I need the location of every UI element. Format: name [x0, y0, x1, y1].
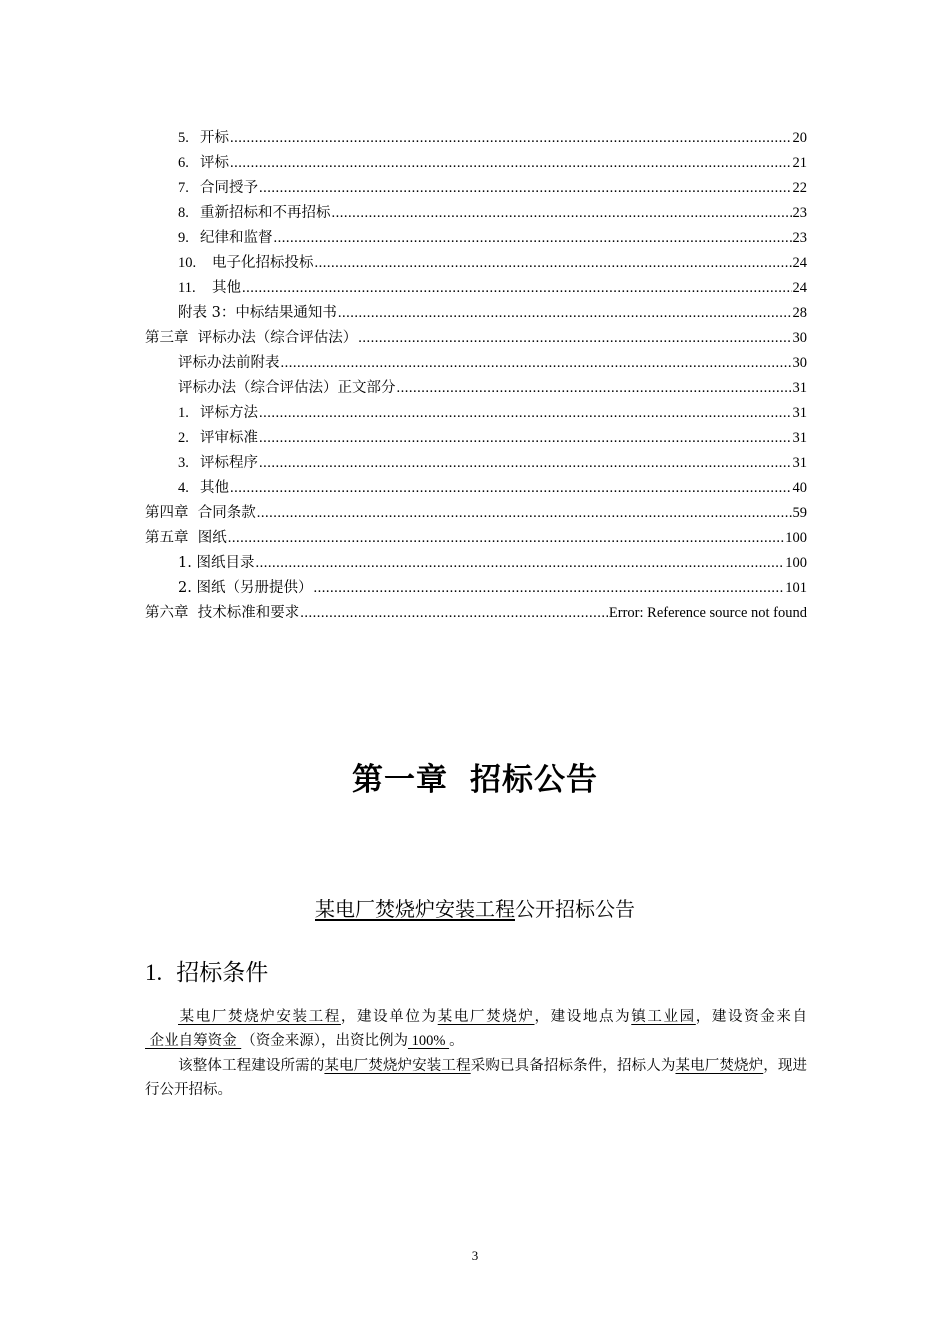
toc-dot-leader: [257, 501, 792, 526]
toc-page-number: 21: [792, 155, 807, 171]
toc-dot-leader: [230, 151, 792, 176]
toc-page-number: 24: [792, 255, 807, 271]
section-number: 1.: [145, 960, 163, 985]
toc-entry[interactable]: [145, 301, 807, 326]
toc-entry-number: 4.: [178, 480, 189, 496]
toc-dot-leader: [259, 451, 792, 476]
toc-entry[interactable]: [145, 401, 807, 426]
toc-entry[interactable]: [145, 126, 807, 151]
toc-dot-leader: [242, 276, 792, 301]
paragraph-text: 采购已具备招标条件，招标人为: [470, 1058, 676, 1074]
toc-page-number: 100: [785, 555, 807, 571]
toc-dot-leader: [255, 551, 784, 576]
toc-page-number: 59: [792, 505, 807, 521]
toc-entry-label: 评标方法: [200, 405, 258, 421]
toc-dot-leader: [397, 376, 792, 401]
toc-dot-leader: [300, 601, 608, 626]
paragraph-text: ，建设地点为: [534, 1009, 632, 1025]
toc-dot-leader: [338, 301, 792, 326]
toc-entry-label: 评标程序: [200, 455, 258, 471]
toc-entry-label: 附表 3：中标结果通知书: [178, 305, 337, 321]
paragraph-bidding-conditions: [145, 1005, 807, 1053]
toc-entry[interactable]: [145, 201, 807, 226]
toc-dot-leader: [281, 351, 792, 376]
toc-entry[interactable]: [145, 351, 807, 376]
toc-entry-number: 6.: [178, 155, 189, 171]
toc-dot-leader: [315, 251, 792, 276]
toc-page-number: Error: Reference source not found: [608, 605, 807, 621]
chapter-number: 第一章: [352, 762, 448, 798]
toc-entry[interactable]: [145, 326, 807, 351]
toc-entry-number: 7.: [178, 180, 189, 196]
notice-title: [0, 893, 950, 922]
location-field: 镇工业园: [631, 1009, 696, 1025]
toc-page-number: 20: [792, 130, 807, 146]
toc-entry-number: 3.: [178, 455, 189, 471]
chapter-name: 招标公告: [470, 762, 598, 798]
toc-page-number: 30: [792, 355, 807, 371]
toc-entry-label: 1. 图纸目录: [178, 555, 255, 571]
builder-name-field: 某电厂焚烧炉: [437, 1009, 535, 1025]
toc-page-number: 23: [792, 230, 807, 246]
paragraph-text: （资金来源），出资比例为: [241, 1033, 408, 1049]
toc-page-number: 100: [785, 530, 807, 546]
toc-entry-label: 合同授予: [200, 180, 258, 196]
toc-entry-label: 重新招标和不再招标: [200, 205, 331, 221]
toc-entry[interactable]: [145, 276, 807, 301]
toc-page-number: 101: [785, 580, 807, 596]
toc-page-number: 24: [792, 280, 807, 296]
toc-entry-label: 评标办法（综合评估法）正文部分: [178, 380, 396, 396]
toc-entry[interactable]: [145, 501, 807, 526]
section-heading: [145, 954, 268, 987]
toc-dot-leader: [313, 576, 784, 601]
toc-entry-label: 其他: [212, 280, 241, 296]
toc-page-number: 22: [792, 180, 807, 196]
toc-entry-label: 开标: [200, 130, 229, 146]
toc-entry[interactable]: [145, 551, 807, 576]
toc-entry-label: 评标: [200, 155, 229, 171]
notice-title-suffix: 公开招标公告: [515, 897, 635, 921]
toc-entry[interactable]: [145, 426, 807, 451]
toc-page-number: 30: [792, 330, 807, 346]
toc-entry-label: 评标办法前附表: [178, 355, 280, 371]
toc-entry-number: 8.: [178, 205, 189, 221]
toc-entry-number: 9.: [178, 230, 189, 246]
paragraph-text: ，建设单位为: [340, 1009, 438, 1025]
table-of-contents: [145, 126, 807, 626]
toc-page-number: 31: [792, 455, 807, 471]
toc-dot-leader: [259, 426, 792, 451]
toc-entry[interactable]: [145, 251, 807, 276]
page-number: 3: [471, 1248, 479, 1263]
toc-page-number: 31: [792, 380, 807, 396]
project-name-field: 某电厂焚烧炉安装工程: [178, 1009, 341, 1025]
toc-entry-label: 其他: [200, 480, 229, 496]
toc-entry-number: 11.: [178, 280, 196, 296]
toc-dot-leader: [228, 526, 785, 551]
paragraph-text: ，现进行公开招标。: [145, 1058, 808, 1098]
toc-entry[interactable]: [145, 176, 807, 201]
toc-entry[interactable]: [145, 526, 807, 551]
project-name-field: 某电厂焚烧炉安装工程: [324, 1058, 471, 1074]
toc-page-number: 31: [792, 405, 807, 421]
funding-source-field: 企业自筹资金: [145, 1033, 242, 1049]
toc-entry-number: 10.: [178, 255, 197, 271]
toc-page-number: 31: [792, 430, 807, 446]
toc-entry[interactable]: [145, 376, 807, 401]
toc-entry-label: 第六章 技术标准和要求: [145, 605, 300, 621]
toc-page-number: 28: [792, 305, 807, 321]
toc-dot-leader: [274, 226, 792, 251]
toc-entry-label: 第四章 合同条款: [145, 505, 256, 521]
toc-entry-number: 2.: [178, 430, 189, 446]
toc-entry-label: 第三章 评标办法（综合评估法）: [145, 330, 358, 346]
paragraph-text: 。: [449, 1033, 464, 1049]
toc-entry[interactable]: [145, 151, 807, 176]
toc-page-number: 40: [792, 480, 807, 496]
funding-ratio-field: 100%: [407, 1033, 450, 1049]
toc-entry[interactable]: [145, 451, 807, 476]
toc-dot-leader: [259, 176, 792, 201]
paragraph-text: ，建设资金来自: [695, 1009, 808, 1025]
toc-entry-number: 1.: [178, 405, 189, 421]
section-title: 招标条件: [176, 960, 269, 986]
toc-entry-label: 纪律和监督: [200, 230, 273, 246]
toc-entry-label: 评审标准: [200, 430, 258, 446]
paragraph-text: 该整体工程建设所需的: [178, 1058, 325, 1074]
toc-entry-number: 5.: [178, 130, 189, 146]
toc-dot-leader: [230, 476, 792, 501]
toc-entry-label: 电子化招标投标: [212, 255, 314, 271]
toc-dot-leader: [332, 201, 792, 226]
project-name: 某电厂焚烧炉安装工程: [315, 897, 515, 921]
toc-entry-label: 2. 图纸（另册提供）: [178, 580, 313, 596]
toc-entry[interactable]: [145, 576, 807, 601]
toc-page-number: 23: [792, 205, 807, 221]
toc-dot-leader: [358, 326, 791, 351]
toc-dot-leader: [259, 401, 792, 426]
toc-dot-leader: [230, 126, 792, 151]
toc-entry[interactable]: [145, 476, 807, 501]
toc-entry[interactable]: [145, 226, 807, 251]
paragraph-procurement: [145, 1054, 807, 1102]
chapter-title: [0, 754, 950, 799]
toc-entry[interactable]: [145, 601, 807, 626]
tenderer-name-field: 某电厂焚烧炉: [675, 1058, 764, 1074]
toc-entry-label: 第五章 图纸: [145, 530, 227, 546]
